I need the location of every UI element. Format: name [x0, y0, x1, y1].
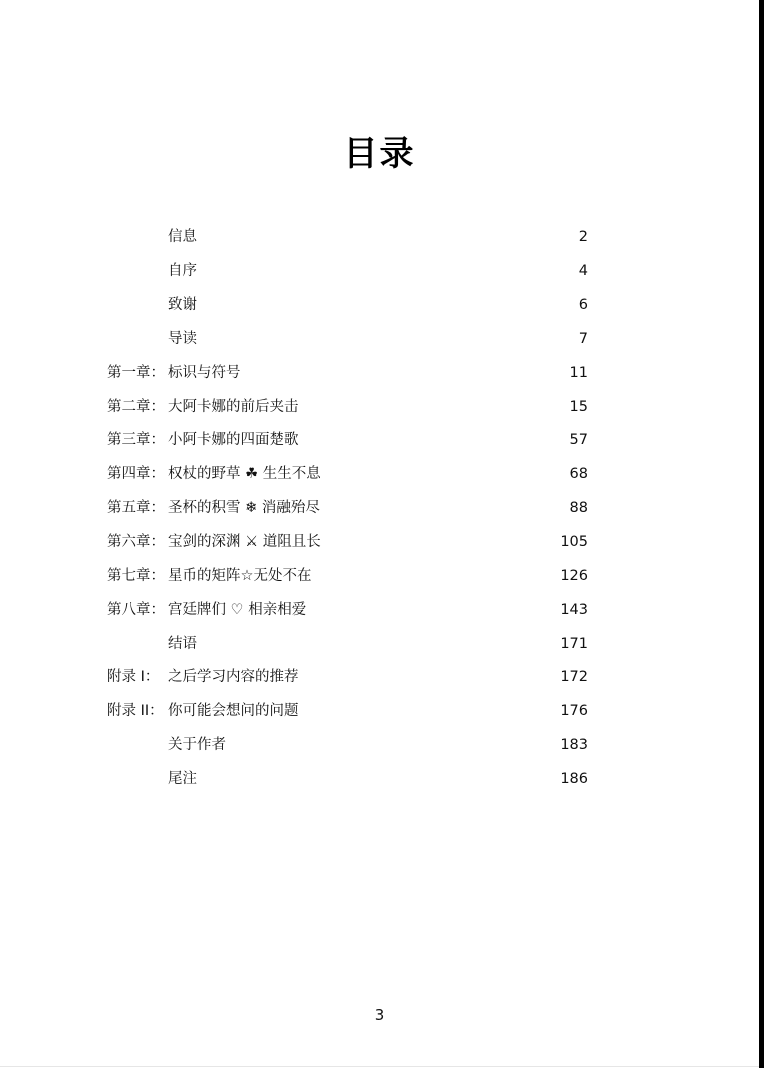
toc-prefix: 附录 I： [107, 669, 160, 685]
toc-prefix: 第五章： [107, 500, 165, 516]
toc-label: 权杖的野草 ☘ 生生不息 [168, 466, 321, 482]
toc-entry-chapter-3[interactable] [0, 427, 759, 453]
toc-entry-chapter-4[interactable] [0, 461, 759, 487]
toc-prefix: 第四章： [107, 466, 165, 482]
toc-page-number: 186 [560, 771, 588, 787]
toc-entry-appendix-1[interactable] [0, 664, 759, 690]
page-number: 3 [374, 1006, 385, 1024]
toc-label: 小阿卡娜的四面楚歌 [168, 432, 299, 448]
toc-entry-info[interactable] [0, 224, 759, 250]
toc-page-number: 171 [560, 636, 588, 652]
toc-page-number: 4 [578, 263, 588, 279]
toc-entry-chapter-6[interactable] [0, 529, 759, 555]
toc-page-number: 6 [578, 297, 588, 313]
toc-prefix: 第一章： [107, 365, 165, 381]
toc-label: 尾注 [168, 771, 197, 787]
toc-page-number: 88 [569, 500, 588, 516]
toc-label: 你可能会想问的问题 [168, 703, 299, 719]
toc-page-number: 172 [560, 669, 588, 685]
page-title: 目录 [343, 134, 416, 174]
toc-label: 宝剑的深渊 ⚔ 道阻且长 [168, 534, 321, 550]
toc-prefix: 第二章： [107, 399, 165, 415]
toc-page-number: 7 [578, 331, 588, 347]
toc-page-number: 105 [560, 534, 588, 550]
toc-page-number: 68 [569, 466, 588, 482]
toc-entry-guide[interactable] [0, 326, 759, 352]
toc-label: 星币的矩阵☆无处不在 [168, 568, 312, 584]
toc-entry-chapter-8[interactable] [0, 597, 759, 623]
toc-prefix: 第六章： [107, 534, 165, 550]
toc-entry-preface[interactable] [0, 258, 759, 284]
toc-entry-chapter-2[interactable] [0, 394, 759, 420]
toc-prefix: 附录 II： [107, 703, 164, 719]
toc-page-number: 183 [560, 737, 588, 753]
toc-label: 之后学习内容的推荐 [168, 669, 299, 685]
toc-prefix: 第三章： [107, 432, 165, 448]
toc-label: 宫廷牌们 ♡ 相亲相爱 [168, 602, 307, 618]
toc-label: 关于作者 [168, 737, 226, 753]
toc-label: 圣杯的积雪 ❄ 消融殆尽 [168, 500, 320, 516]
toc-label: 导读 [168, 331, 197, 347]
toc-entry-about-author[interactable] [0, 732, 759, 758]
toc-label: 信息 [168, 229, 197, 245]
toc-entry-appendix-2[interactable] [0, 698, 759, 724]
toc-label: 致谢 [168, 297, 197, 313]
toc-entry-acknowledgements[interactable] [0, 292, 759, 318]
toc-page-number: 143 [560, 602, 588, 618]
toc-label: 大阿卡娜的前后夹击 [168, 399, 299, 415]
toc-page-number: 2 [578, 229, 588, 245]
toc-page-number: 57 [569, 432, 588, 448]
toc-entry-conclusion[interactable] [0, 631, 759, 657]
toc-entry-chapter-1[interactable] [0, 360, 759, 386]
toc-entry-endnotes[interactable] [0, 766, 759, 792]
toc-label: 结语 [168, 636, 197, 652]
toc-label: 自序 [168, 263, 197, 279]
toc-page-number: 126 [560, 568, 588, 584]
toc-prefix: 第八章： [107, 602, 165, 618]
toc-entry-chapter-7[interactable] [0, 563, 759, 589]
toc-page-number: 11 [569, 365, 588, 381]
toc-prefix: 第七章： [107, 568, 165, 584]
toc-label: 标识与符号 [168, 365, 241, 381]
toc-entry-chapter-5[interactable] [0, 495, 759, 521]
window-edge-bar [759, 0, 764, 1068]
toc-page-number: 176 [560, 703, 588, 719]
toc-page-number: 15 [569, 399, 588, 415]
